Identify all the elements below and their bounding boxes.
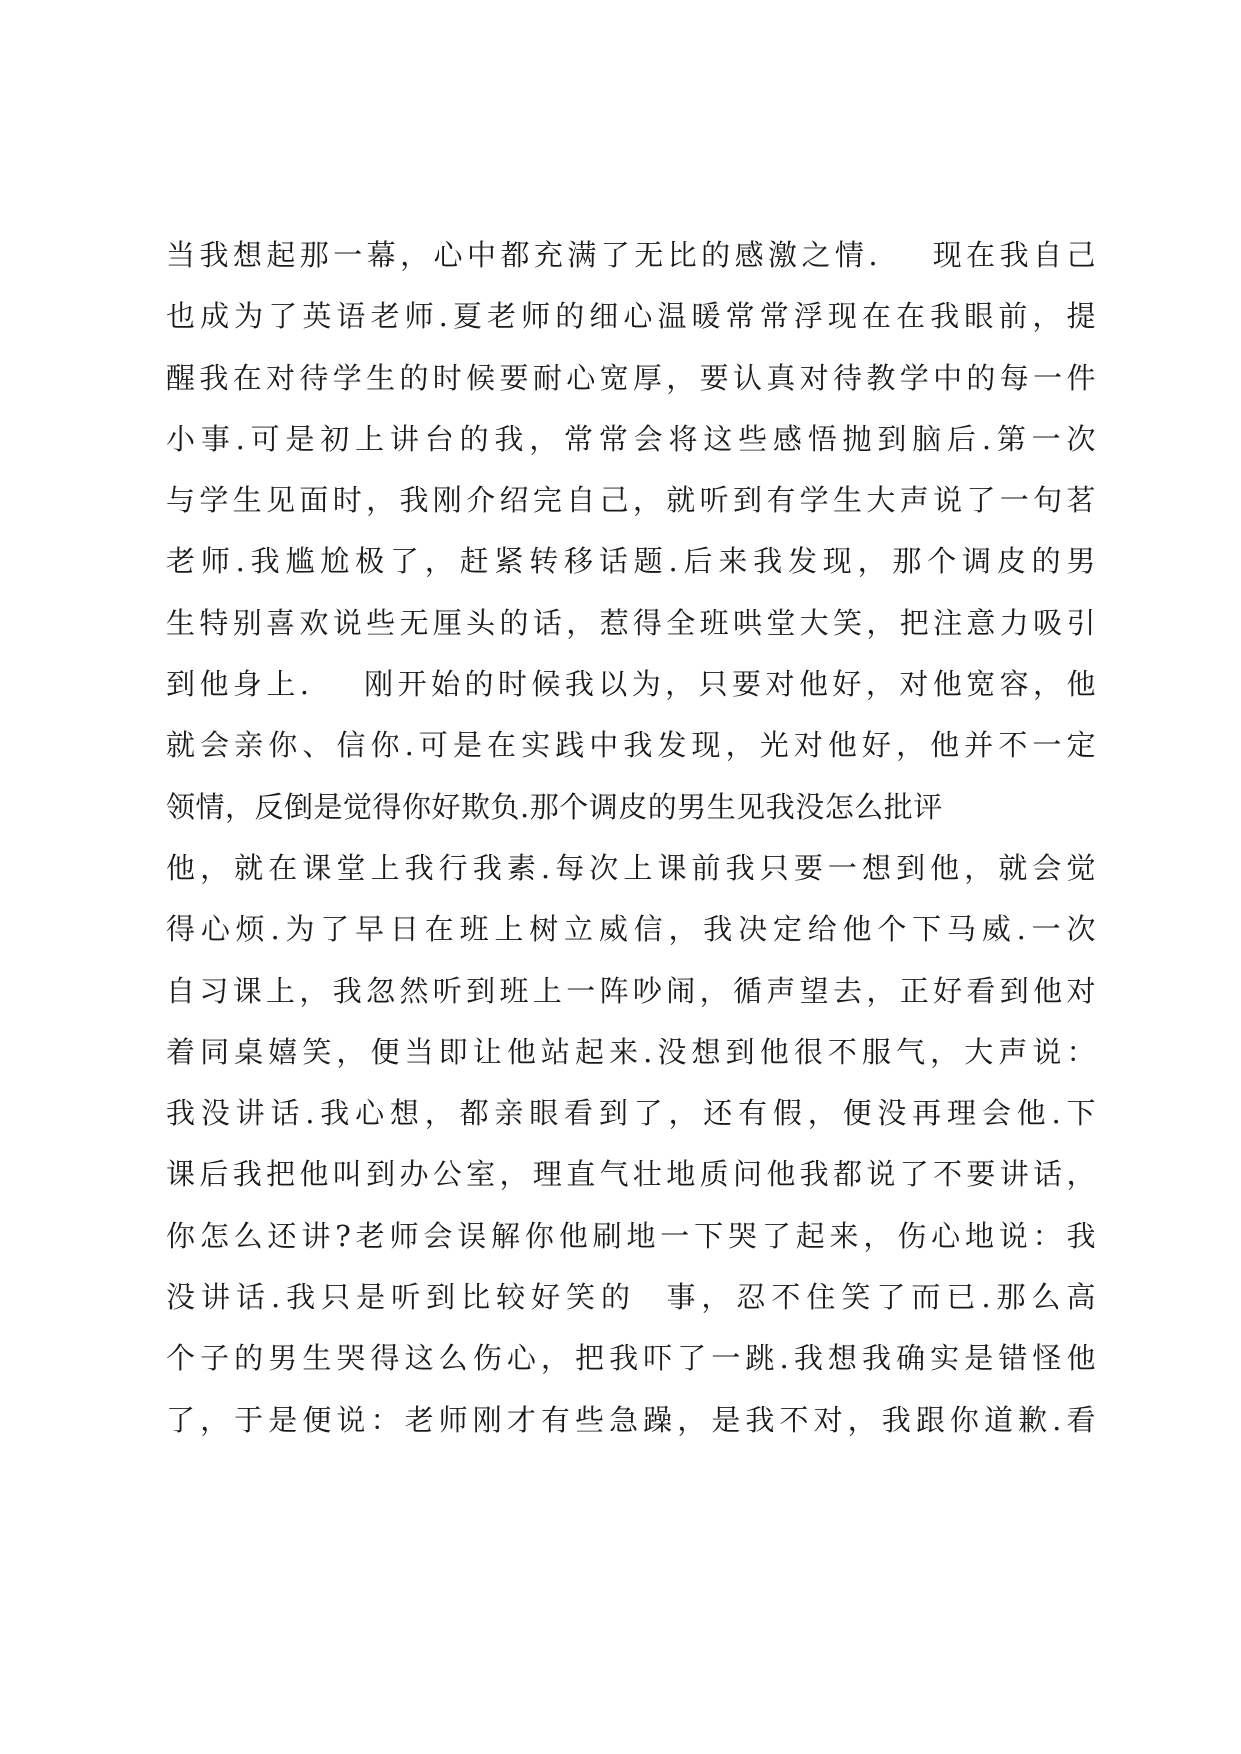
text-line: 老师.我尴尬极了，赶紧转移话题.后来我发现，那个调皮的男 (166, 544, 1096, 579)
text-line: 没讲话.我只是听到比较好笑的 事，忍不住笑了而已.那么高 (166, 1280, 1096, 1315)
text-line: 着同桌嬉笑，便当即让他站起来.没想到他很不服气，大声说： (166, 1034, 1096, 1069)
text-line: 得心烦.为了早日在班上树立威信，我决定给他个下马威.一次 (166, 912, 1096, 947)
text-line: 小事.可是初上讲台的我，常常会将这些感悟抛到脑后.第一次 (166, 421, 1096, 456)
text-line: 我没讲话.我心想，都亲眼看到了，还有假，便没再理会他.下 (166, 1096, 1096, 1131)
text-line: 也成为了英语老师.夏老师的细心温暖常常浮现在在我眼前，提 (166, 299, 1096, 334)
body-text (166, 225, 1096, 1451)
text-line: 生特别喜欢说些无厘头的话，惹得全班哄堂大笑，把注意力吸引 (166, 605, 1096, 640)
text-line: 他，就在课堂上我行我素.每次上课前我只要一想到他，就会觉 (166, 850, 1096, 885)
text-line: 与学生见面时，我刚介绍完自己，就听到有学生大声说了一句茗 (166, 483, 1096, 518)
text-line: 自习课上，我忽然听到班上一阵吵闹，循声望去，正好看到他对 (166, 973, 1096, 1008)
text-line: 当我想起那一幕，心中都充满了无比的感激之情. 现在我自己 (166, 238, 1096, 272)
text-line: 到他身上. 刚开始的时候我以为，只要对他好，对他宽容，他 (166, 667, 1096, 702)
text-line: 你怎么还讲?老师会误解你他刷地一下哭了起来，伤心地说：我 (166, 1218, 1096, 1253)
text-line: 就会亲你、信你.可是在实践中我发现，光对他好，他并不一定 (166, 728, 1096, 763)
text-line: 了，于是便说：老师刚才有些急躁，是我不对，我跟你道歉.看 (166, 1402, 1096, 1437)
text-line: 领情，反倒是觉得你好欺负.那个调皮的男生见我没怎么批评 (166, 789, 943, 824)
text-line: 个子的男生哭得这么伤心，把我吓了一跳.我想我确实是错怪他 (166, 1341, 1096, 1376)
text-line: 课后我把他叫到办公室，理直气壮地质问他我都说了不要讲话， (166, 1157, 1096, 1192)
text-line: 醒我在对待学生的时候要耐心宽厚，要认真对待教学中的每一件 (166, 360, 1096, 395)
